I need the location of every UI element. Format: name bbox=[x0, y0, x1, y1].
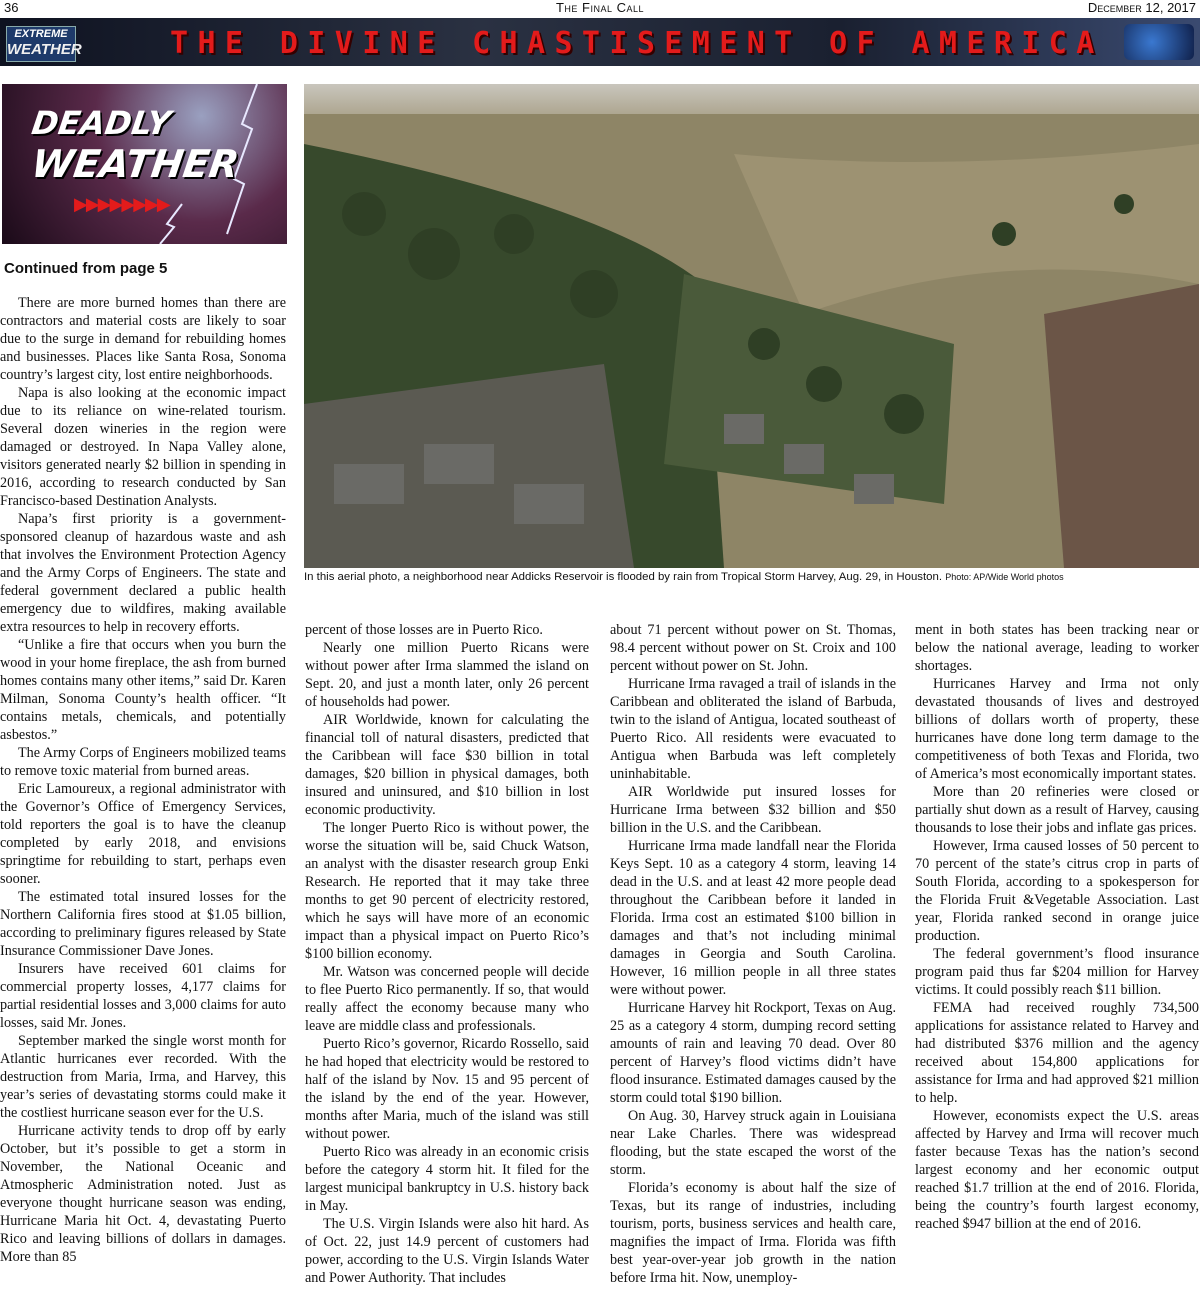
label-bottom: WEATHER bbox=[7, 41, 82, 58]
paragraph: Napa’s first priority is a government-sponsored cleanup of hazardous waste and ash that involves the Environment Protection Agency and the Army Corps of Engineers. The state and federal government declared a public health emergency due to wildfires, making available extra resources to help in recovery efforts. bbox=[0, 511, 286, 635]
paragraph: Puerto Rico’s governor, Ricardo Rossello, said he had hoped that electricity would be restored to half of the island by Nov. 15 and 95 percent of the island by the end of the year. However, months after Maria, much of the island was still without power. bbox=[305, 1036, 589, 1142]
paragraph: ment in both states has been tracking near or below the national average, leading to worker shortages. bbox=[915, 622, 1199, 674]
paragraph: There are more burned homes than there are contractors and material costs are likely to soar due to the surge in demand for rebuilding homes and businesses. Places like Santa Rosa, Sonoma country’s largest city, lost entire neighborhoods. bbox=[0, 295, 286, 383]
deadly-weather-graphic bbox=[2, 84, 287, 244]
flood-aerial-photo bbox=[304, 84, 1199, 568]
paragraph: Nearly one million Puerto Ricans were without power after Irma slammed the island on Sept. 20, and just a month later, only 26 percent of households had power. bbox=[305, 640, 589, 710]
paragraph: The U.S. Virgin Islands were also hit hard. As of Oct. 22, just 14.9 percent of customers had power, according to the U.S. Virgin Islands Water and Power Authority. That includes bbox=[305, 1216, 589, 1286]
paragraph: Napa is also looking at the economic impact due to its reliance on wine-related tourism. Several dozen wineries in the region were damaged or destroyed. In Napa Valley alone, visitors generated nearly $2 billion in spending in 2016, according to research conducted by San Francisco-based Destination Analysts. bbox=[0, 385, 286, 509]
paragraph: Hurricanes Harvey and Irma not only devastated thousands of lives and destroyed billions of dollars worth of property, these hurricanes have done long term damage to the competitiveness of both Texas and Florida, two of America’s most economically important states. bbox=[915, 676, 1199, 782]
paragraph: AIR Worldwide put insured losses for Hurricane Irma between $32 billion and $50 billion in the U.S. and the Caribbean. bbox=[610, 784, 896, 836]
paragraph: Hurricane Harvey hit Rockport, Texas on Aug. 25 as a category 4 storm, dumping record setting amounts of rain and leaving 70 dead. Over 80 percent of Harvey’s flood victims didn’t have flood insurance. Estimated damages caused by the storm could total $190 billion. bbox=[610, 1000, 896, 1106]
article-column-1 bbox=[0, 294, 286, 1266]
us-map-icon bbox=[1124, 24, 1194, 60]
page-number: 36 bbox=[4, 0, 19, 15]
caption-text: In this aerial photo, a neighborhood near Addicks Reservoir is flooded by rain from Tropical Storm Harvey, Aug. 29, in Houston. bbox=[304, 571, 943, 583]
paragraph: “Unlike a fire that occurs when you burn the wood in your home fireplace, the ash from burned homes contains many other items,” said Dr. Karen Milman, Sonoma County’s health officer. “It contains metals, chemicals, and potentially asbestos.” bbox=[0, 637, 286, 743]
paragraph: Insurers have received 601 claims for commercial property losses, 4,177 claims for partial residential losses and 3,000 claims for auto losses, said Mr. Jones. bbox=[0, 961, 286, 1031]
article-column-4 bbox=[915, 621, 1199, 1233]
paragraph: Hurricane Irma made landfall near the Florida Keys Sept. 10 as a category 4 storm, leaving 14 dead in the U.S. and at least 42 more people dead throughout the Caribbean before it landed in Florida. Irma cost an estimated $100 billion in damages and that’s not including minimal damages in Georgia and South Carolina. However, 16 million people in all three states were without power. bbox=[610, 838, 896, 998]
paragraph: AIR Worldwide, known for calculating the financial toll of natural disasters, predicted that the Caribbean will face $30 billion in total damages, $20 billion in physical damages, both insured and uninsured, and $10 billion in lost economic productivity. bbox=[305, 712, 589, 818]
article-column-3 bbox=[610, 621, 896, 1287]
publication-name: The Final Call bbox=[555, 0, 645, 15]
paragraph: The federal government’s flood insurance program paid thus far $204 million for Harvey victims. It could possibly reach $11 billion. bbox=[915, 946, 1199, 998]
paragraph: September marked the single worst month for Atlantic hurricanes ever recorded. With the destruction from Maria, Irma, and Harvey, this year’s series of devastating storms could make it the costliest hurricane season ever for the U.S. bbox=[0, 1033, 286, 1121]
extreme-weather-label bbox=[6, 26, 82, 62]
paragraph: FEMA had received roughly 734,500 applications for assistance related to Harvey and had distributed $376 million and the agency received about 154,800 applications for assistance for Irma and had approved $21 million to help. bbox=[915, 1000, 1199, 1106]
paragraph: Mr. Watson was concerned people will decide to flee Puerto Rico permanently. If so, that would really affect the economy because many who leave are middle class and professionals. bbox=[305, 964, 589, 1034]
photo-credit: Photo: AP/Wide World photos bbox=[945, 572, 1064, 582]
graphic-word-deadly: DEADLY bbox=[29, 104, 173, 142]
paragraph: The longer Puerto Rico is without power, the worse the situation will be, said Chuck Watson, an analyst with the disaster research group Enki Research. He reported that it may take three months to get 90 percent of electricity restored, which he says will have more of an economic impact than a physical impact on Puerto Rico’s $100 billion economy. bbox=[305, 820, 589, 962]
paragraph: The Army Corps of Engineers mobilized teams to remove toxic material from burned areas. bbox=[0, 745, 286, 779]
graphic-word-weather: WEATHER bbox=[28, 142, 242, 186]
paragraph: The estimated total insured losses for the Northern California fires stood at $1.05 billion, according to preliminary figures released by State Insurance Commissioner Dave Jones. bbox=[0, 889, 286, 959]
paragraph: Hurricane activity tends to drop off by early October, but it’s possible to get a storm in November, the National Oceanic and Atmospheric Administration noted. Just as everyone thought hurricane season was ending, Hurricane Maria hit Oct. 4, devastating Puerto Rico and leaving billions of dollars in damages. More than 85 bbox=[0, 1123, 286, 1265]
banner-title: THE DIVINE CHASTISEMENT OF AMERICA bbox=[170, 26, 1104, 61]
continued-label: Continued from page 5 bbox=[4, 260, 168, 277]
paragraph: Puerto Rico was already in an economic crisis before the category 4 storm hit. It filed for the largest municipal bankruptcy in U.S. history back in May. bbox=[305, 1144, 589, 1214]
paragraph: More than 20 refineries were closed or partially shut down as a result of Harvey, causing thousands to lose their jobs and inflate gas prices. bbox=[915, 784, 1199, 836]
photo-caption bbox=[304, 571, 1199, 583]
paragraph: However, economists expect the U.S. areas affected by Harvey and Irma will recover much faster because Texas has the nation’s second largest economy and her economic output reached $1.7 trillion at the end of 2016. Florida, being the country’s fourth largest economy, reached $947 billion at the end of 2016. bbox=[915, 1108, 1199, 1232]
label-top: EXTREME bbox=[14, 28, 68, 40]
section-banner bbox=[0, 18, 1200, 66]
paragraph: percent of those losses are in Puerto Rico. bbox=[305, 622, 543, 638]
paragraph: On Aug. 30, Harvey struck again in Louisiana near Lake Charles. There was widespread flooding, but the state escaped the worst of the storm. bbox=[610, 1108, 896, 1178]
issue-date: December 12, 2017 bbox=[1087, 0, 1196, 15]
paragraph: However, Irma caused losses of 50 percent to 70 percent of the state’s citrus crop in parts of South Florida, according to a spokesperson for the Florida Fruit &Vegetable Association. Last year, Florida ranked second in orange juice production. bbox=[915, 838, 1199, 944]
paragraph: Florida’s economy is about half the size of Texas, but its range of industries, including tourism, ports, business services and health care, magnifies the impact of Irma. Florida was fifth best year-over-year job growth in the nation before Irma hit. Now, unemploy- bbox=[610, 1180, 896, 1286]
paragraph: about 71 percent without power on St. Thomas, 98.4 percent without power on St. Croix and 100 percent without power on St. John. bbox=[610, 622, 896, 674]
paragraph: Eric Lamoureux, a regional administrator with the Governor’s Office of Emergency Services, told reporters the goal is to have the cleanup completed by early 2018, and envisions springtime for rebuilding to start, perhaps even sooner. bbox=[0, 781, 286, 887]
paragraph: Hurricane Irma ravaged a trail of islands in the Caribbean and obliterated the island of Barbuda, twin to the island of Antigua, located southeast of Puerto Rico. All residents were evacuated to Antigua when Barbuda was left completely uninhabitable. bbox=[610, 676, 896, 782]
article-column-2 bbox=[305, 621, 589, 1287]
page-header bbox=[0, 0, 1200, 16]
arrow-icons: ▶▶▶▶▶▶▶▶ bbox=[74, 194, 169, 214]
